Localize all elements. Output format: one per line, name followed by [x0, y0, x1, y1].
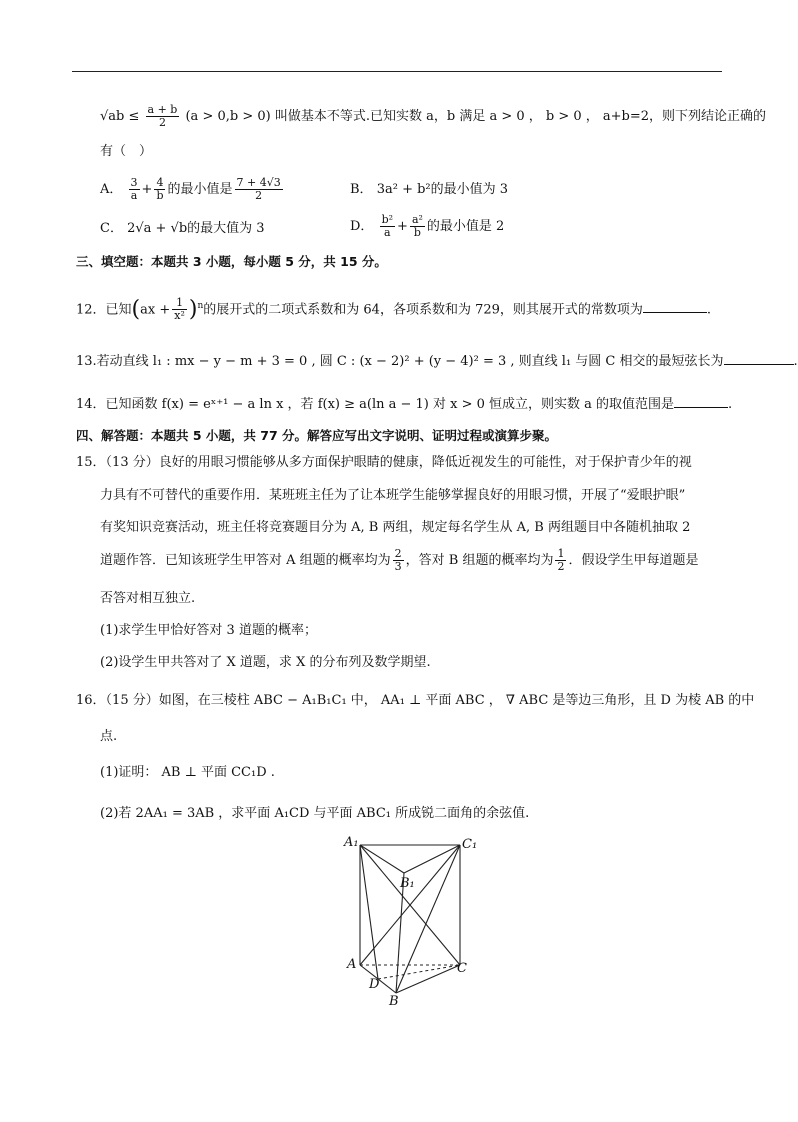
q15-line2: 力具有不可替代的重要作用．某班班主任为了让本班学生能够掌握良好的用眼习惯，开展了“爱眼护眼” [100, 488, 686, 503]
q15-line5: 否答对相互独立. [100, 591, 196, 606]
q15-line4: 道题作答．已知该班学生甲答对 A 组题的概率均为 $\frac{2}{3}$ ，答对 B 组题的概率均为 $\frac{1}{2}$ ．假设学生甲每道题是 [100, 547, 699, 573]
q11-option-c: C． 2√a + √b的最大值为 3 [100, 221, 265, 236]
q11-option-a: A． $\frac{3}{a}$ + $\frac{4}{b}$ 的最小值是 $\frac{7 + 4√3}{2}$ [100, 176, 281, 202]
q11-option-d: D． $\frac{\text{b²}}{a}$ + $\frac{\text{a²}}{b}$ 的最小值是 2 [350, 213, 505, 239]
label-b1: B₁ [400, 876, 415, 891]
q13: 13.若动直线 l₁ : mx − y − m + 3 = 0 , 圆 C : (x − 2)² + (y − 4)² = 3 , 则直线 l₁ 与圆 C 相交的最短弦长为 . [76, 354, 798, 369]
label-a1: A₁ [344, 835, 359, 850]
label-d: D [369, 977, 380, 992]
q11-text: 叫做基本不等式.已知实数 a，b 满足 a > 0 ， b > 0 ， a+b=2，则下列结论正确的 [274, 109, 767, 124]
label-a: A [347, 957, 357, 972]
q16-part1: (1)证明： AB ⊥ 平面 CC₁D . [100, 765, 275, 780]
q14: 14．已知函数 f(x) = eˣ⁺¹ − a ln x ，若 f(x) ≥ a(ln a − 1) 对 x > 0 恒成立，则实数 a 的取值范围是 . [76, 397, 733, 412]
q15-line3: 有奖知识竞赛活动，班主任将竞赛题目分为 A, B 两组，规定每名学生从 A, B 两组题目中各随机抽取 2 [100, 520, 691, 535]
q11-condition: (a > 0,b > 0) [185, 109, 271, 124]
q14-blank[interactable] [674, 395, 728, 408]
label-c: C [457, 961, 467, 976]
q15-part2: (2)设学生甲共答对了 X 道题，求 X 的分布列及数学期望. [100, 655, 431, 670]
section-3-heading: 三、填空题：本题共 3 小题，每小题 5 分，共 15 分。 [76, 254, 387, 269]
header-rule [72, 71, 722, 72]
section-4-heading: 四、解答题：本题共 5 小题，共 77 分。解答应写出文字说明、证明过程或演算步聚。 [76, 428, 558, 443]
q11-line1 [100, 104, 766, 129]
q12-blank[interactable] [643, 300, 707, 313]
q16-part2: (2)若 2AA₁ = 3AB ，求平面 A₁CD 与平面 ABC₁ 所成锐二面角的余弦值. [100, 806, 530, 821]
label-c1: C₁ [462, 837, 478, 852]
q11-fraction: $\frac{a + b}{2}$ [147, 103, 178, 129]
q11-line2: 有（ ） [100, 144, 153, 159]
q16-line2: 点. [100, 729, 118, 744]
q15-line1: 15．（13 分）良好的用眼习惯能够从多方面保护眼睛的健康，降低近视发生的可能性，对于保护青少年的视 [76, 455, 692, 470]
q11-option-b: B． 3a² + b²的最小值为 3 [350, 182, 509, 197]
q15-part1: (1)求学生甲恰好答对 3 道题的概率； [100, 623, 317, 638]
q16-line1: 16．（15 分）如图，在三棱柱 ABC − A₁B₁C₁ 中， AA₁ ⊥ 平面 ABC ， ∇ ABC 是等边三角形，且 D 为棱 AB 的中 [76, 693, 755, 708]
q12: 12．已知(ax + $\frac{1}{\text{x²}}$ )$^n$的展开式的二项式系数和为 64，各项系数和为 729，则其展开式的常数项为 . [76, 296, 712, 323]
q11-ineq-lhs: √ab ≤ [100, 109, 140, 124]
q13-blank[interactable] [724, 352, 794, 365]
label-b: B [389, 994, 399, 1009]
